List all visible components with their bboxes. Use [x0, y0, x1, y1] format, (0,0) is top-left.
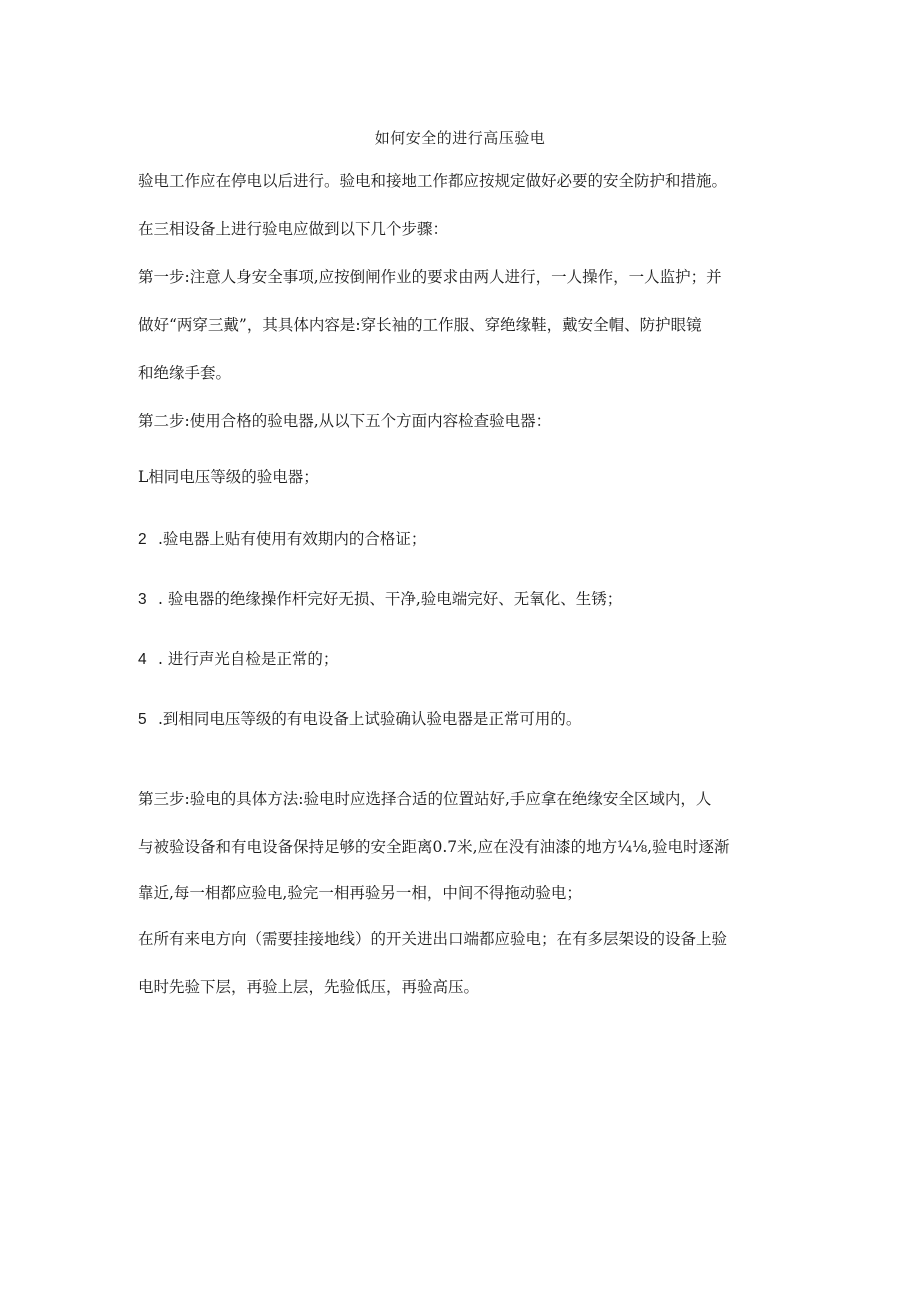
paragraph-line: 电时先验下层，再验上层，先验低压，再验高压。	[138, 978, 480, 996]
list-item	[138, 648, 798, 671]
list-text: .验电器上贴有使用有效期内的合格证；	[158, 530, 427, 548]
paragraph-line: 验电工作应在停电以后进行。验电和接地工作都应按规定做好必要的安全防护和措施。	[138, 172, 728, 190]
list-item	[138, 528, 798, 551]
list-item	[138, 708, 798, 731]
paragraph-line: 在所有来电方向（需要挂接地线）的开关进出口端都应验电；在有多层架设的设备上验	[138, 930, 728, 948]
list-number: 5	[138, 711, 147, 728]
list-number: 2	[138, 531, 147, 548]
list-text: . 验电器的绝缘操作杆完好无损、干净,验电端完好、无氧化、生锈；	[158, 590, 623, 608]
document-title: 如何安全的进行高压验电	[374, 129, 546, 147]
list-number: 3	[138, 591, 147, 608]
paragraph-line: 在三相设备上进行验电应做到以下几个步骤：	[138, 220, 449, 238]
paragraph-line: 与被验设备和有电设备保持足够的安全距离0.7米,应在没有油漆的地方¼⅛,验电时逐渐	[138, 838, 730, 856]
paragraph-line: 和绝缘手套。	[138, 364, 232, 382]
list-item	[138, 588, 798, 611]
list-text: . 进行声光自检是正常的；	[158, 650, 339, 668]
paragraph-line: 第一步:注意人身安全事项,应按倒闸作业的要求由两人进行，一人操作，一人监护；并	[138, 268, 722, 286]
list-text: .到相同电压等级的有电设备上试验确认验电器是正常可用的。	[158, 710, 582, 728]
paragraph-line: 做好“两穿三戴”，其具体内容是:穿长袖的工作服、穿绝缘鞋，戴安全帽、防护眼镜	[138, 316, 702, 334]
paragraph-line: 靠近,每一相都应验电,验完一相再验另一相，中间不得拖动验电；	[138, 884, 582, 902]
paragraph-line: 第二步:使用合格的验电器,从以下五个方面内容检查验电器：	[138, 412, 552, 430]
list-item: L相同电压等级的验电器；	[138, 468, 319, 486]
list-number: 4	[138, 651, 147, 668]
paragraph-line: 第三步:验电的具体方法:验电时应选择合适的位置站好,手应拿在绝缘安全区域内，人	[138, 790, 712, 808]
